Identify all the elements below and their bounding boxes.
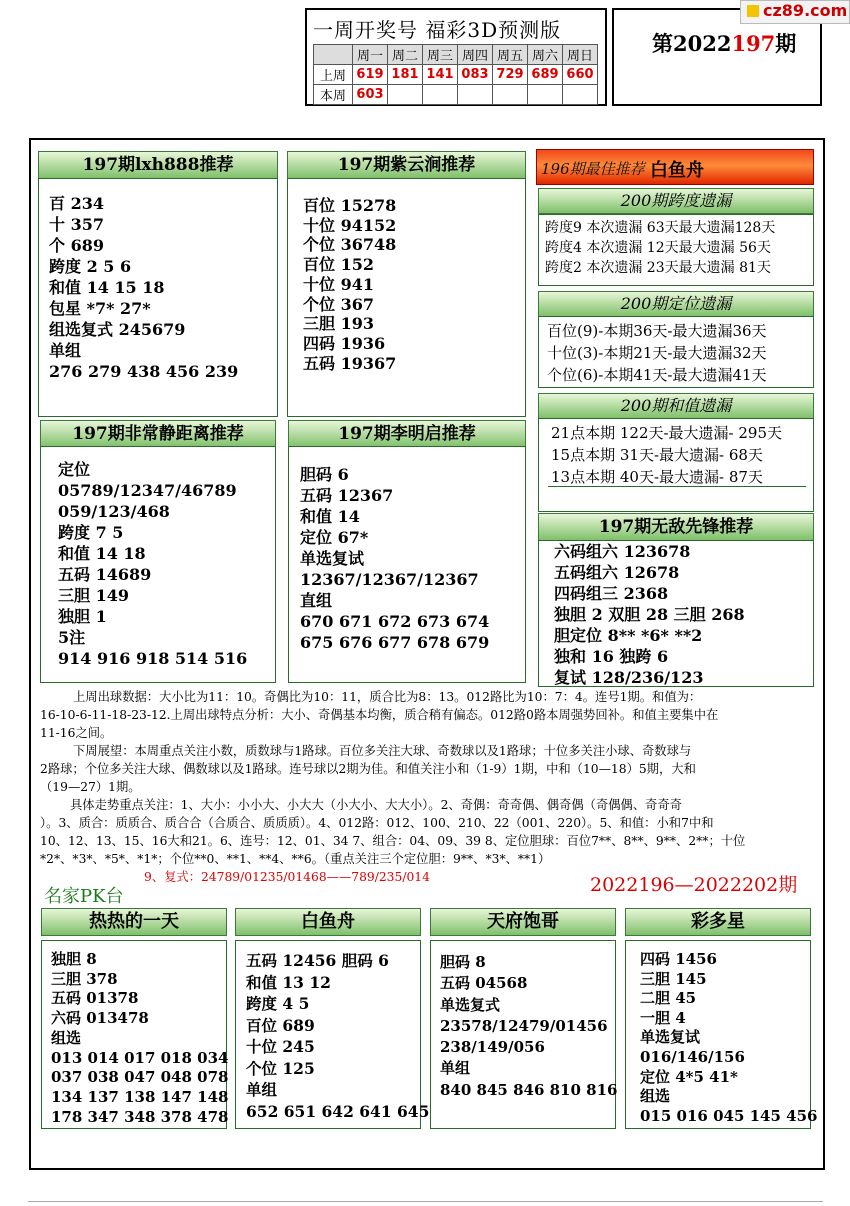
analysis-line-2: 16-10-6-11-18-23-12.上周出球特点分析：大小、奇偶基本均衡，质合稍有偏态。012路0路本周强势回补。和值主要集中在 (40, 708, 719, 722)
this-week-mon: 603 (353, 85, 388, 105)
last-week-fri: 729 (493, 65, 528, 85)
weekly-draw-header (305, 8, 607, 106)
span-omission-body: 跨度9 本次遗漏 63天最大遗漏128天 跨度4 本次遗漏 12天最大遗漏 56天 跨度2 本次遗漏 23天最大遗漏 81天 (545, 220, 776, 276)
day-sun: 周日 (563, 45, 598, 65)
last-week-wed: 141 (423, 65, 458, 85)
pk-baiyuzhou-body: 五码 12456 胆码 6 和值 13 12 跨度 4 5 百位 689 十位 245 个位 125 单组 652 651 642 641 645 (246, 951, 430, 1121)
last-week-thu: 083 (458, 65, 493, 85)
pk-rere-title: 热热的一天 (41, 908, 227, 936)
sum-divider (548, 486, 806, 487)
span-omission-title: 200期跨度遗漏 (538, 188, 814, 214)
pk-baiyuzhou-title: 白鱼舟 (235, 908, 421, 936)
last-week-mon: 619 (353, 65, 388, 85)
pk-label: 名家PK台 (44, 886, 124, 907)
last-week-tue: 181 (388, 65, 423, 85)
issue-number: 第2022197期 (652, 31, 797, 56)
logo-square-icon (747, 5, 759, 17)
analysis-line-7: 具体走势重点关注：1、大小：小小大、小大大（小大小、大大小）。2、奇偶：奇奇偶、偶奇偶（奇偶偶、奇奇奇 (70, 798, 683, 812)
pk-tianfu-body: 胆码 8 五码 04568 单选复式 23578/12479/01456 238/149/056 单组 840 845 846 810 816 (440, 953, 618, 1099)
position-omission-title: 200期定位遗漏 (538, 291, 814, 317)
analysis-line-8: ）。3、质合：质质合、质合合（合质合、质质质）。4、012路：012、100、210、22（001、220）。5、和值：小和7中和 (40, 816, 714, 830)
day-fri: 周五 (493, 45, 528, 65)
sum-omission-body: 21点本期 122天-最大遗漏- 295天 15点本期 31天-最大遗漏- 68天 13点本期 40天-最大遗漏- 87天 (551, 424, 783, 486)
bottom-rule (28, 1201, 823, 1202)
last-week-sun: 660 (563, 65, 598, 85)
site-logo[interactable]: cz89.com (740, 0, 850, 24)
header-title: 一周开奖号 福彩3D预测版 (313, 18, 562, 42)
day-sat: 周六 (528, 45, 563, 65)
analysis-line-3: 11-16之间。 (40, 726, 113, 740)
panel-lxh888-body: 百 234 十 357 个 689 跨度 2 5 6 和值 14 15 18 包星 *7* 27* 组选复式 245679 单组 276 279 438 456 239 (49, 194, 239, 381)
panel-ziyunjian-title: 197期紫云涧推荐 (287, 151, 526, 179)
sum-omission-title: 200期和值遗漏 (538, 393, 814, 419)
analysis-line-11: 9、复式：24789/01235/01468——789/235/014 (144, 870, 430, 884)
pk-rere-body: 独胆 8 三胆 378 五码 01378 六码 013478 组选 013 014 017 018 034 037 038 047 048 078 134 137 138 147 148 178 347 348 378 478 (51, 950, 229, 1126)
panel-limingqi-body: 胆码 6 五码 12367 和值 14 定位 67* 单选复试 12367/12367/12367 直组 670 671 672 673 674 675 676 677 678 679 (300, 465, 490, 652)
day-thu: 周四 (458, 45, 493, 65)
day-wed: 周三 (423, 45, 458, 65)
pk-tianfu-title: 天府饱哥 (430, 908, 616, 936)
panel-jingjuli-title: 197期非常静距离推荐 (40, 420, 276, 448)
analysis-line-10: *2*、*3*、*5*、*1*；个位**0、**1、**4、**6。（重点关注三个定位胆：9**、*3*、**1） (40, 852, 551, 866)
analysis-line-5: 2路球；个位多关注大球、偶数球以及1路球。连号球以2期为佳。和值关注小和（1-9）1期，中和（10—18）5期，大和 (40, 762, 696, 776)
day-tue: 周二 (388, 45, 423, 65)
pk-caiduoxing-body: 四码 1456 三胆 145 二胆 45 一胆 4 单选复试 016/146/156 定位 4*5 41* 组选 015 016 045 145 456 (640, 950, 818, 1125)
day-mon: 周一 (353, 45, 388, 65)
panel-jingjuli-body: 定位 05789/12347/46789 059/123/468 跨度 7 5 和值 14 18 五码 14689 三胆 149 独胆 1 5注 914 916 918 514 516 (58, 460, 248, 668)
pk-caiduoxing-title: 彩多星 (625, 908, 811, 936)
pk-range: 2022196—2022202期 (590, 874, 798, 896)
analysis-line-1: 上周出球数据：大小比为11：10。奇偶比为10：11，质合比为8：13。012路比为10：7：4。连号1期。和值为： (73, 690, 702, 704)
panel-limingqi-title: 197期李明启推荐 (288, 420, 526, 448)
last-week-sat: 689 (528, 65, 563, 85)
last-week-label: 上周 (314, 65, 353, 85)
analysis-line-4: 下周展望：本周重点关注小数，质数球与1路球。百位多关注大球、奇数球以及1路球；十位多关注小球、奇数球与 (73, 744, 692, 758)
position-omission-body: 百位(9)-本期36天-最大遗漏36天 十位(3)-本期21天-最大遗漏32天 个位(6)-本期41天-最大遗漏41天 (547, 322, 767, 384)
this-week-label: 本周 (314, 85, 353, 105)
panel-ziyunjian-body: 百位 15278 十位 94152 个位 36748 百位 152 十位 941 个位 367 三胆 193 四码 1936 五码 19367 (303, 196, 397, 373)
weekly-draw-table (313, 44, 598, 105)
analysis-line-6: （19—27）1期。 (40, 780, 141, 794)
panel-wudi-title: 197期无敌先锋推荐 (538, 513, 814, 541)
best-recommend-bar: 196期最佳推荐 白鱼舟 (536, 149, 814, 185)
panel-lxh888-title: 197期lxh888推荐 (38, 151, 278, 179)
analysis-line-9: 10、12、13、15、16大和21。6、连号：12、01、34 7、组合：04、09、39 8、定位胆球：百位7**、8**、9**、2**；十位 (40, 834, 746, 848)
panel-wudi-body: 六码组六 123678 五码组六 12678 四码组三 2368 独胆 2 双胆 28 三胆 268 胆定位 8** *6* **2 独和 16 独跨 6 复试 128/236/123 (554, 542, 745, 687)
